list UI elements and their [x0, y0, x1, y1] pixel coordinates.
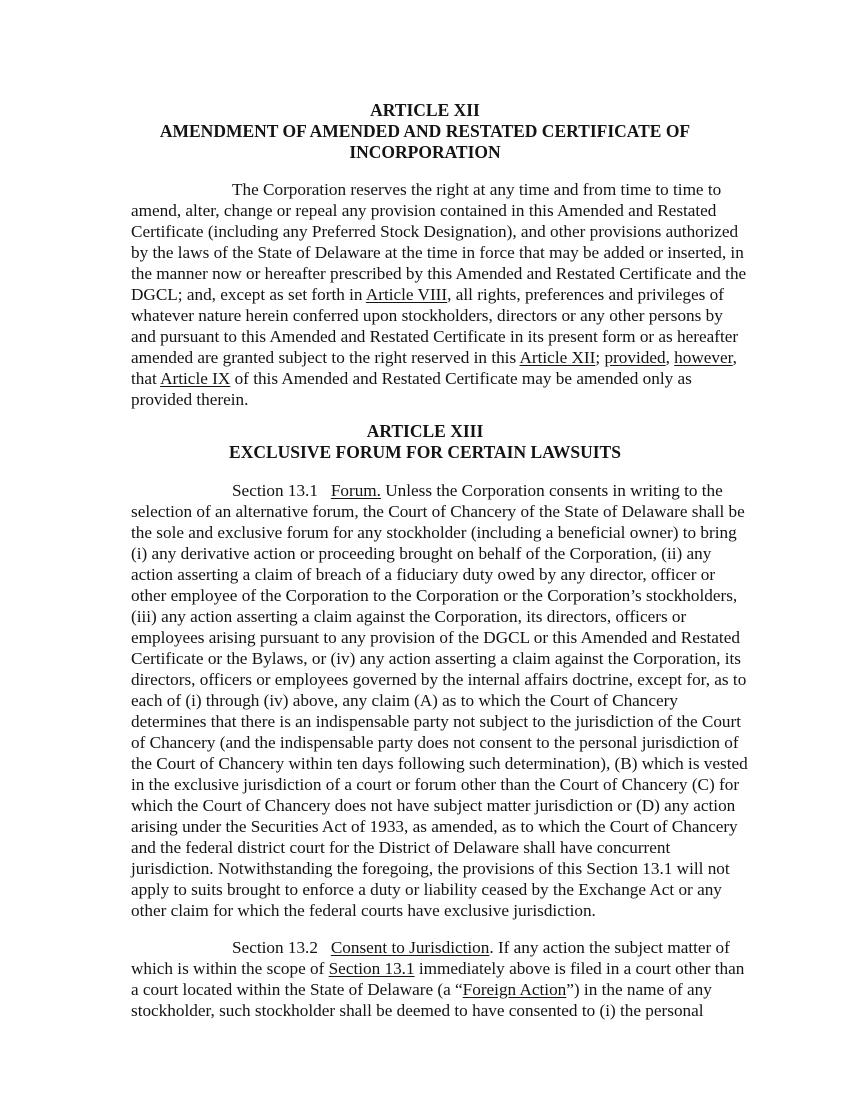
article-ix-reference: Article IX — [160, 369, 231, 388]
text-line: whatever nature herein conferred upon stockholders, directors or any other persons by — [131, 306, 723, 325]
text-line: The Corporation reserves the right at any time and from time to time to — [232, 180, 722, 199]
text-segment: a court located within the State of Delaware (a “ — [131, 980, 463, 999]
text-line: jurisdiction. Notwithstanding the foregoing, the provisions of this Section 13.1 will not — [131, 859, 730, 878]
provided-term: provided — [604, 348, 666, 367]
text-segment: amended are granted subject to the right reserved in this — [131, 348, 520, 367]
text-line: action asserting a claim of breach of a fiduciary duty owed by any director, officer or — [131, 565, 716, 584]
text-line: arising under the Securities Act of 1933, as amended, as to which the Court of Chancery — [131, 817, 738, 836]
article-13-number: ARTICLE XIII — [366, 421, 484, 441]
forum-heading: Forum. — [330, 481, 381, 500]
text-line — [131, 958, 744, 979]
text-line: (iii) any action asserting a claim against the Corporation, its directors, officers or — [131, 607, 687, 626]
article-12-number: ARTICLE XII — [370, 100, 480, 120]
text-line: apply to suits brought to enforce a duty or liability ceased by the Exchange Act or any — [131, 880, 722, 899]
text-line: the sole and exclusive forum for any stockholder (including a beneficial owner) to bring — [131, 523, 737, 542]
text-segment: of this Amended and Restated Certificate may be amended only as — [230, 369, 692, 388]
text-line: Certificate (including any Preferred Stock Designation), and other provisions authorized — [131, 222, 739, 241]
text-segment: which is within the scope of — [131, 959, 329, 978]
text-segment: that — [131, 369, 161, 388]
article-xii-reference: Article XII — [519, 348, 596, 367]
section-13-1-reference: Section 13.1 — [328, 959, 415, 978]
text-line: (i) any derivative action or proceeding brought on behalf of the Corporation, (ii) any — [131, 544, 712, 563]
text-segment: . If any action the subject matter of — [489, 938, 730, 957]
text-line: directors, officers or employees governed by the internal affairs doctrine, except for, as to — [131, 670, 747, 689]
text-segment: ; — [595, 348, 605, 367]
article-13-title: EXCLUSIVE FORUM FOR CERTAIN LAWSUITS — [229, 442, 621, 462]
text-line — [131, 368, 692, 389]
text-segment: ”) in the name of any — [566, 980, 712, 999]
text-line: amend, alter, change or repeal any provision contained in this Amended and Restated — [131, 201, 717, 220]
text-line: each of (i) through (iv) above, any claim (A) as to which the Court of Chancery — [131, 691, 678, 710]
article-12-title-line-1: AMENDMENT OF AMENDED AND RESTATED CERTIFICATE OF — [159, 121, 691, 141]
text-line: determines that there is an indispensable party not subject to the jurisdiction of the Court — [131, 712, 742, 731]
text-segment: , — [732, 348, 737, 367]
foreign-action-term: Foreign Action — [462, 980, 567, 999]
text-line: of Chancery (and the indispensable party does not consent to the personal jurisdiction of — [131, 733, 739, 752]
text-line: in the exclusive jurisdiction of a court or forum other than the Court of Chancery (C) for — [131, 775, 740, 794]
text-line: the manner now or hereafter prescribed by this Amended and Restated Certificate and the — [131, 264, 747, 283]
article-viii-reference: Article VIII — [365, 285, 448, 304]
text-line — [232, 937, 730, 958]
section-13-1-number: Section 13.1 — [232, 481, 318, 500]
consent-to-jurisdiction-heading: Consent to Jurisdiction — [330, 938, 490, 957]
text-segment: , — [665, 348, 675, 367]
section-13-2-number: Section 13.2 — [232, 938, 318, 957]
text-segment: immediately above is filed in a court other than — [414, 959, 745, 978]
however-term: however — [674, 348, 733, 367]
text-line: by the laws of the State of Delaware at the time in force that may be added or inserted, in — [131, 243, 744, 262]
text-segment: Unless the Corporation consents in writing to the — [380, 481, 723, 500]
text-line: other employee of the Corporation to the Corporation or the Corporation’s stockholders, — [131, 586, 738, 605]
text-line — [131, 347, 737, 368]
text-line: stockholder, such stockholder shall be deemed to have consented to (i) the personal — [131, 1001, 704, 1020]
text-line: Certificate or the Bylaws, or (iv) any action asserting a claim against the Corporation, its — [131, 649, 741, 668]
article-12-title-line-2: INCORPORATION — [349, 142, 501, 162]
text-line: and pursuant to this Amended and Restated Certificate in its present form or as hereafter — [131, 327, 739, 346]
text-line: other claim for which the federal courts have exclusive jurisdiction. — [131, 901, 596, 920]
text-line: and the federal district court for the District of Delaware shall have concurrent — [131, 838, 671, 857]
text-line — [131, 979, 712, 1000]
text-line: the Court of Chancery within ten days following such determination), (B) which is vested — [131, 754, 748, 773]
text-line: which the Court of Chancery does not have subject matter jurisdiction or (D) any action — [131, 796, 736, 815]
text-segment: DGCL; and, except as set forth in — [131, 285, 366, 304]
text-segment: , all rights, preferences and privileges of — [447, 285, 724, 304]
text-line: provided therein. — [131, 390, 249, 409]
text-line: employees arising pursuant to any provision of the DGCL or this Amended and Restated — [131, 628, 740, 647]
text-line: selection of an alternative forum, the Court of Chancery of the State of Delaware shall be — [131, 502, 745, 521]
text-line — [131, 284, 724, 305]
text-line — [232, 480, 723, 501]
